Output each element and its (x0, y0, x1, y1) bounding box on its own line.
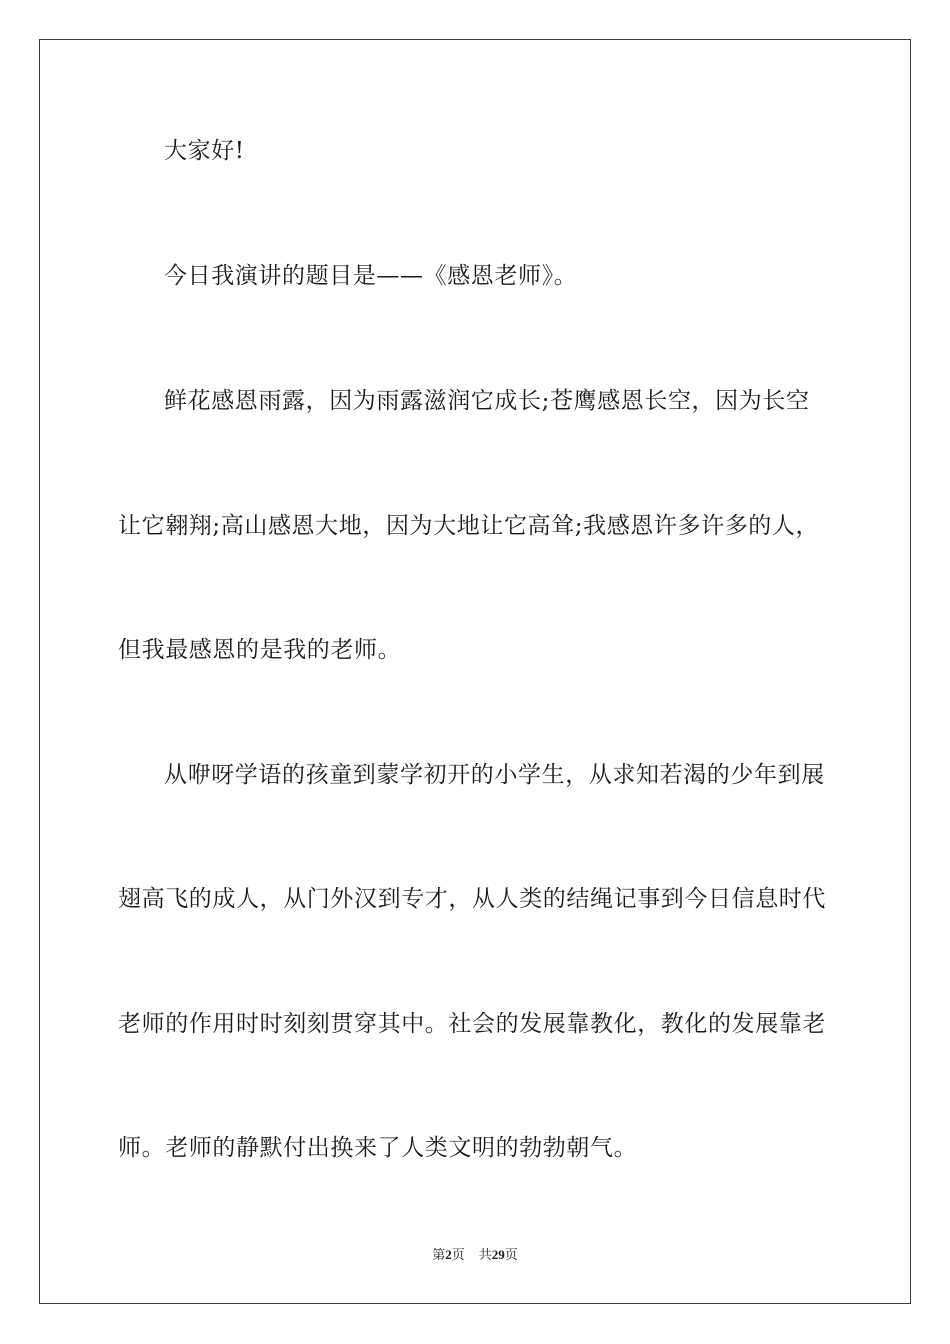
paragraph-line: 鲜花感恩雨露，因为雨露滋润它成长;苍鹰感恩长空，因为长空 (164, 388, 810, 414)
paragraph-line: 翅高飞的成人，从门外汉到专才，从人类的结绳记事到今日信息时代 (118, 886, 826, 912)
paragraph-line: 但我最感恩的是我的老师。 (118, 637, 402, 663)
paragraph-greeting: 大家好! (164, 138, 245, 164)
page-footer (0, 1246, 950, 1264)
page-border (39, 39, 911, 1304)
page-number: 第2页 (432, 1247, 465, 1262)
paragraph-line: 师。老师的静默付出换来了人类文明的勃勃朝气。 (118, 1135, 638, 1161)
page-total: 共29页 (478, 1247, 518, 1262)
paragraph-line: 从咿呀学语的孩童到蒙学初开的小学生，从求知若渴的少年到展 (164, 762, 825, 788)
paragraph-line: 老师的作用时时刻刻贯穿其中。社会的发展靠教化，教化的发展靠老 (118, 1011, 826, 1037)
paragraph-line: 让它翱翔;高山感恩大地，因为大地让它高耸;我感恩许多许多的人， (118, 513, 820, 539)
paragraph-title-line: 今日我演讲的题目是——《感恩老师》。 (164, 263, 578, 289)
